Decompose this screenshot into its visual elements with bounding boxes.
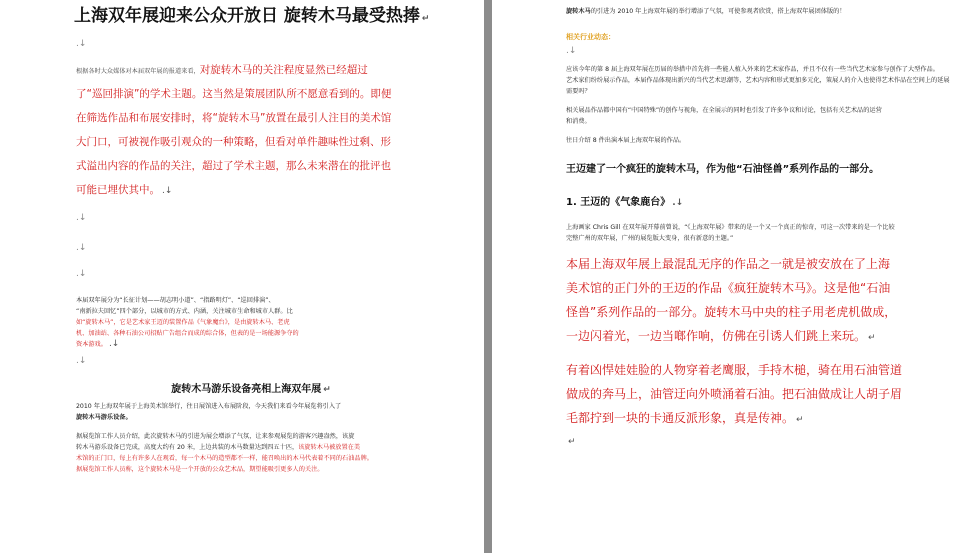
rp1-line-1: 艺术家们纷纷展示作品，本届作品体现出新兴的当代艺术思潮等，艺术内容和形式更加多元化，策展人的介入也使得艺术作品在空间上的延展 xyxy=(566,77,950,84)
right-para-3: 往日介绍 8 件出演本届上海双年展的作品。 xyxy=(566,137,686,144)
p2-red-line-0: 术馆的正门口，每上有许多人在观看，每一个木马的造型都不一样，能召唤出的木马代表着不同的石油品牌。 xyxy=(76,455,373,462)
p2-line-1: 转木马游乐设备已完成，高度大约有 20 米，上边共装的木马数量达到四五十匹，该旋转木马被放置在美 xyxy=(76,444,361,451)
intro-small-text: 根据各时大众媒体对本届双年展的报道来看， xyxy=(76,68,200,75)
intro-red-line-3: 大门口，可被视作吸引观众的一种策略，但看对单件趣味性过剩、形 xyxy=(76,136,391,148)
red1-line-3: 一边闪着光，一边当啷作响，仿佛在引诱人们跳上来玩。 ↵ xyxy=(566,329,876,343)
section-red-line-2: 资本游戏。 .↓ xyxy=(76,339,120,349)
empty-paragraph: .↓ xyxy=(76,213,87,223)
empty-paragraph: ↵ xyxy=(568,437,576,447)
section-paragraph xyxy=(76,295,426,350)
document-page-left[interactable] xyxy=(0,0,484,553)
section-line-1: “南新拉夫回忆”四个部分，以城市的方式、内涵，关注城市生命和城市人群。比 xyxy=(76,308,293,315)
red2-line-2: 毛都拧到一块的卡通反派形象，真是传神。 ↵ xyxy=(566,411,804,425)
empty-paragraph: .↓ xyxy=(566,46,577,56)
right-para-2 xyxy=(566,105,935,127)
quote-paragraph xyxy=(566,222,935,244)
bold-statement: 王迈建了一个疯狂的旋转木马，作为他“石油怪兽”系列作品的一部分。 xyxy=(566,164,880,175)
intro-paragraph xyxy=(76,57,426,203)
rp2-line-1: 和消费。 xyxy=(566,118,591,125)
red1-line-1: 美术馆的正门外的王迈的作品《疯狂旋转木马》。这是他“石油 xyxy=(566,281,891,295)
section-line-0: 本届双年展分为“长征计划——胡志明小道”、“指路明灯”、“巡回排演”、 xyxy=(76,297,275,304)
empty-paragraph: .↓ xyxy=(76,39,87,49)
numbered-heading: 1. 王迈的《气象鹿台》 .↓ xyxy=(566,197,684,208)
rp1-line-2: 需要吗？ xyxy=(566,88,591,95)
empty-paragraph: .↓ xyxy=(76,243,87,253)
related-heading: 相关行业动态： xyxy=(566,33,615,41)
intro-red-line-2: 在筛选作品和布展安排时，将“旋转木马”放置在最引人注目的美术馆 xyxy=(76,112,392,124)
intro-red-line-5: 可能已埋伏其中。 .↓ xyxy=(76,184,173,196)
rp1-line-0: 应该今年的第 8 届上海双年展在历届的举措中首先将一些能人植入外来的艺术家作品，并且不仅有一些当代艺术家参与创作了大型作品。 xyxy=(566,66,939,73)
p2-red-line-1: 据展览馆工作人员称，这个旋转木马是一个开放的公众艺术品，期望能吸引更多人的关注。 xyxy=(76,466,324,473)
empty-paragraph xyxy=(566,18,935,32)
red-paragraph-1 xyxy=(566,252,935,350)
page-gap xyxy=(484,0,492,553)
section-red-line-1: 机、加油站、各种石油公司招贴广告组合而成的综合体，但表的是一场能源争夺的 xyxy=(76,330,299,337)
quote-line-1: 完整广州的双年展，广州的展览版大变身，很有新意的主题。” xyxy=(566,235,734,242)
red2-line-1: 做成的奔马上，油管迂向外喷涌着石油。把石油做成让人胡子眉 xyxy=(566,387,903,401)
red1-line-2: 怪兽”系列作品的一部分。旋转木马中央的柱子用老虎机做成， xyxy=(566,305,897,319)
document-page-right[interactable] xyxy=(492,0,975,553)
intro-red-line-0: 对旋转木马的关注程度显然已经超过 xyxy=(199,64,368,76)
quote-line-0: 上海画家 Chris Gill 在双年展开幕前曾说，“《上海双年展》带来的是一个又一个真正的惊奇，可这一次带来的是一个比较 xyxy=(566,224,895,231)
empty-paragraph: .↓ xyxy=(76,356,87,366)
document-title: 上海双年展迎来公众开放日 旋转木马最受热捧 ↵ xyxy=(74,6,430,26)
red2-line-0: 有着凶悍娃娃脸的人物穿着老鹰服，手持木槌，骑在用石油管道 xyxy=(566,363,903,377)
empty-paragraph: .↓ xyxy=(76,269,87,279)
intro-red-line-4: 式溢出内容的作品的关注，超过了学术主题，那么未来潜在的批评也 xyxy=(76,160,391,172)
sub-heading: 旋转木马游乐设备亮相上海双年展 ↵ xyxy=(171,384,331,395)
p1-line-1: 旋转木马游乐设备。 xyxy=(76,414,132,421)
right-para-1 xyxy=(566,64,950,97)
section-red-line-0: 如“旋转木马”，它是艺术家王迈的装置作品《气象魔台》，是由旋转木马、老虎 xyxy=(76,319,290,326)
red-paragraph-2 xyxy=(566,358,935,432)
top-line: 旋转木马的引进为 2010 年上海双年展的举行增添了气氛，可使参观者欣赏，搭上海双年展团体版的！ xyxy=(566,8,846,15)
red1-line-0: 本届上海双年展上最混乱无序的作品之一就是被安放在了上海 xyxy=(566,257,891,271)
rp2-line-0: 相关展品作品都中国有“中国特殊”的创作与视角，在全展示的同时也引发了许多争议和讨论，包括有关艺术品的运营 xyxy=(566,107,882,114)
paragraph-1 xyxy=(76,401,426,423)
paragraph-2 xyxy=(76,431,426,475)
p1-line-0: 2010 年上海双年展于上海美术馆举行，往日展馆进入布展阶段，今天我们来看今年展览将引入了 xyxy=(76,403,342,410)
intro-red-line-1: 了“巡回排演”的学术主题。这当然是策展团队所不愿意看到的。即便 xyxy=(76,88,392,100)
p2-line-0: 据展览馆工作人员介绍，此次旋转木马的引进为展会增添了气氛，让来参观展览的游客兴趣盎然，该旋 xyxy=(76,433,355,440)
